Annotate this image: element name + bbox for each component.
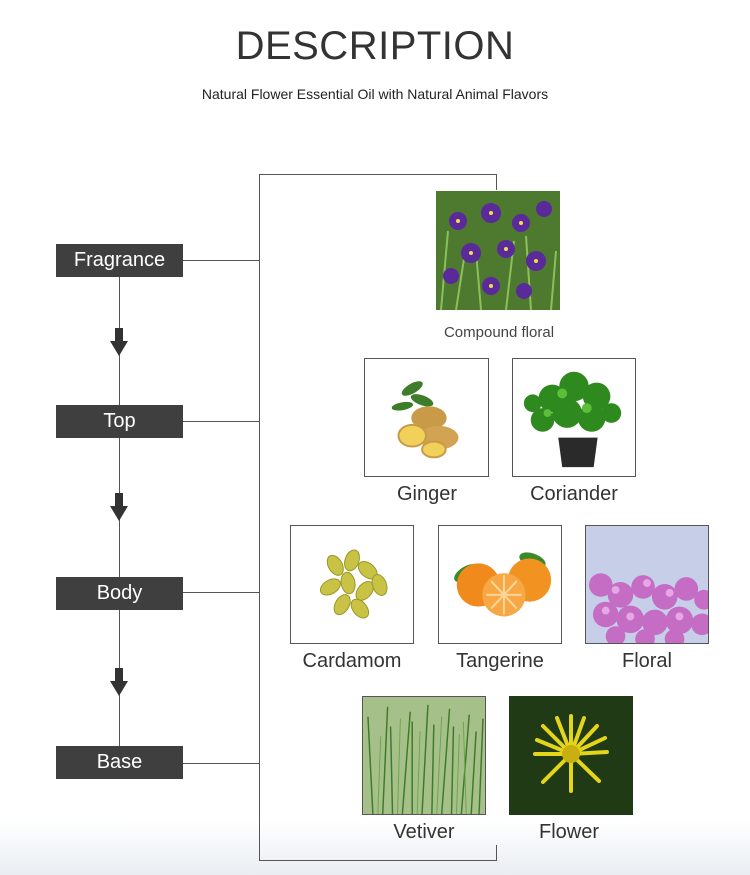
- label-compound-floral: Compound floral: [443, 324, 555, 341]
- connector-line: [183, 421, 259, 422]
- stage-fragrance: Fragrance: [56, 244, 183, 277]
- label-tangerine: Tangerine: [456, 650, 544, 672]
- bracket-end-tick: [496, 845, 497, 861]
- label-cardamom: Cardamom: [302, 650, 402, 672]
- violet-flowers-photo: [436, 191, 560, 310]
- label-ginger: Ginger: [396, 483, 458, 505]
- stage-base: Base: [56, 746, 183, 779]
- page-subtitle: Natural Flower Essential Oil with Natural Animal Flavors: [201, 86, 549, 102]
- stage-body: Body: [56, 577, 183, 610]
- page-title: DESCRIPTION: [235, 24, 515, 68]
- label-coriander: Coriander: [530, 483, 618, 505]
- bracket-end-tick: [496, 174, 497, 190]
- vetiver-grass-photo: [362, 696, 486, 815]
- down-arrow-icon: [110, 493, 128, 521]
- yellow-dandelion-photo: [509, 696, 633, 815]
- down-arrow-icon: [110, 668, 128, 696]
- stage-top: Top: [56, 405, 183, 438]
- down-arrow-icon: [110, 328, 128, 356]
- tangerine-photo: [438, 525, 562, 644]
- cardamom-pods-photo: [290, 525, 414, 644]
- connector-line: [183, 592, 259, 593]
- ginger-root-photo: [364, 358, 489, 477]
- coriander-plant-photo: [512, 358, 636, 477]
- label-vetiver: Vetiver: [393, 821, 455, 843]
- label-flower: Flower: [538, 821, 599, 843]
- label-floral: Floral: [621, 650, 672, 672]
- connector-line: [183, 260, 259, 261]
- connector-line: [183, 763, 259, 764]
- lilac-blossom-photo: [585, 525, 709, 644]
